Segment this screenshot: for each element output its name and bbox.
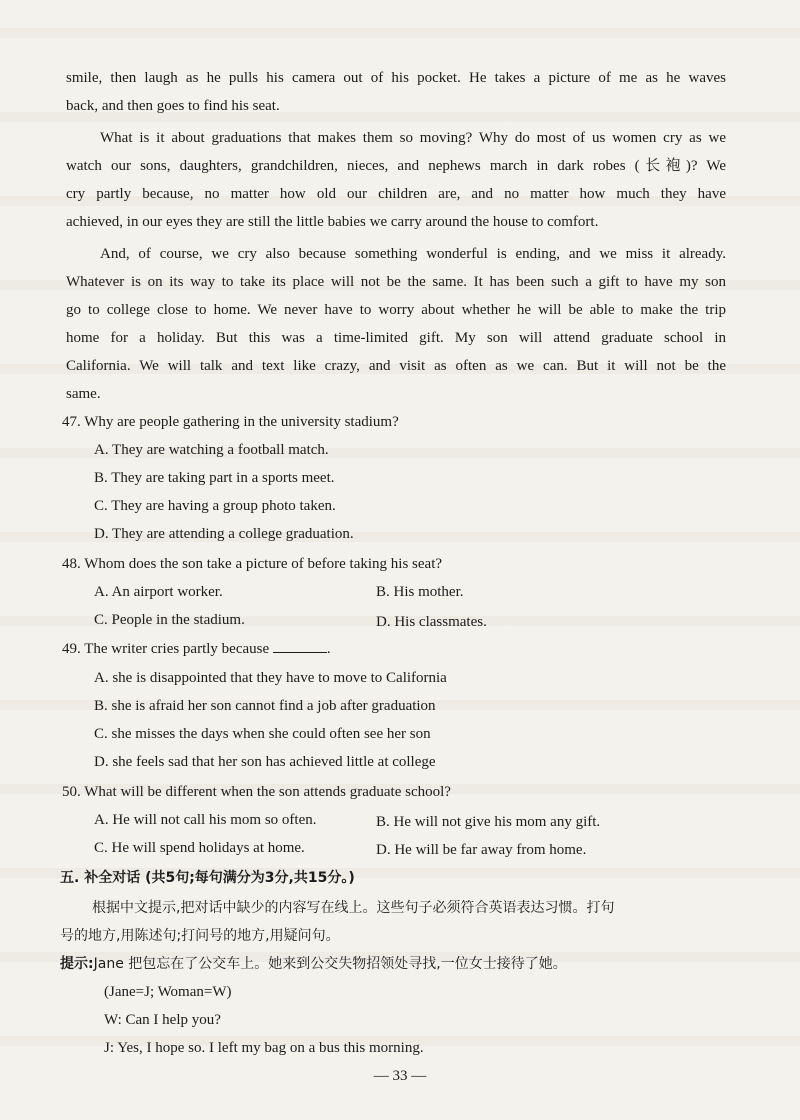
dialog-line: W: Can I help you? [104, 1012, 221, 1028]
question-text: Whom does the son take a picture of before taking his seat? [84, 556, 443, 572]
option-50a[interactable]: A. He will not call his mom so often. [94, 812, 317, 828]
instructions: 号的地方,用陈述句;打问号的地方,用疑问句。 [60, 928, 340, 944]
option-47b[interactable]: B. They are taking part in a sports meet. [94, 470, 335, 486]
page-number: — 33 — [373, 1068, 427, 1084]
option-50b[interactable]: B. He will not give his mom any gift. [376, 814, 601, 830]
question-suffix: . [326, 641, 331, 657]
option-48a[interactable]: A. An airport worker. [94, 584, 223, 600]
option-49d[interactable]: D. she feels sad that her son has achieved little at college [94, 754, 436, 770]
option-48b[interactable]: B. His mother. [376, 584, 464, 600]
passage-line: Whatever is on its way to take its place will not be the same. It has been such a gift to have my son [66, 274, 726, 290]
question-number: 47. [62, 414, 81, 430]
question-49 [62, 638, 331, 659]
option-48c[interactable]: C. People in the stadium. [94, 612, 245, 628]
option-49c[interactable]: C. she misses the days when she could often see her son [94, 726, 431, 742]
dialog-line: J: Yes, I hope so. I left my bag on a bus this morning. [104, 1040, 424, 1056]
passage-line: And, of course, we cry also because something wonderful is ending, and we miss it already. [100, 246, 726, 262]
option-49b[interactable]: B. she is afraid her son cannot find a job after graduation [94, 698, 436, 714]
passage-line: What is it about graduations that makes them so moving? Why do most of us women cry as we [100, 130, 726, 146]
passage-line: achieved, in our eyes they are still the little babies we carry around the house to comfort. [66, 214, 599, 230]
passage-line: California. We will talk and text like crazy, and visit as often as we can. But it will not be the [66, 358, 726, 374]
section-heading: 五. 补全对话 (共5句;每句满分为3分,共15分。) [60, 870, 355, 886]
roles: (Jane=J; Woman=W) [104, 984, 232, 1000]
question-text: What will be different when the son attends graduate school? [84, 784, 451, 800]
question-number: 50. [62, 784, 81, 800]
question-48 [62, 554, 442, 574]
passage-line: cry partly because, no matter how old our children are, and no matter how much they have [66, 186, 726, 202]
question-text: The writer cries partly because [84, 641, 270, 657]
instructions: 根据中文提示,把对话中缺少的内容写在线上。这些句子必须符合英语表达习惯。打句 [92, 900, 615, 916]
passage-line: same. [66, 386, 101, 402]
question-50 [62, 782, 451, 802]
passage-line: watch our sons, daughters, grandchildren, nieces, and nephews march in dark robes (长袍)? We [66, 158, 726, 174]
question-text: Why are people gathering in the university stadium? [84, 414, 399, 430]
hint-text: Jane 把包忘在了公交车上。她来到公交失物招领处寻找,一位女士接待了她。 [93, 956, 567, 972]
answer-blank[interactable] [273, 638, 327, 653]
option-47a[interactable]: A. They are watching a football match. [94, 442, 329, 458]
option-50d[interactable]: D. He will be far away from home. [376, 842, 587, 858]
option-47d[interactable]: D. They are attending a college graduation. [94, 526, 354, 542]
passage-line: back, and then goes to find his seat. [66, 98, 280, 114]
question-number: 48. [62, 556, 81, 572]
option-47c[interactable]: C. They are having a group photo taken. [94, 498, 336, 514]
question-47 [62, 412, 399, 432]
passage-line: go to college close to home. We never have to worry about whether he will be able to make the trip [66, 302, 726, 318]
option-49a[interactable]: A. she is disappointed that they have to move to California [94, 670, 447, 686]
hint-label: 提示: [60, 956, 94, 972]
passage-line: smile, then laugh as he pulls his camera out of his pocket. He takes a picture of me as he waves [66, 70, 726, 86]
hint [60, 954, 567, 974]
passage-line: home for a holiday. But this was a time-limited gift. My son will attend graduate school in [66, 330, 726, 346]
option-48d[interactable]: D. His classmates. [376, 614, 487, 630]
option-50c[interactable]: C. He will spend holidays at home. [94, 840, 305, 856]
question-number: 49. [62, 641, 81, 657]
